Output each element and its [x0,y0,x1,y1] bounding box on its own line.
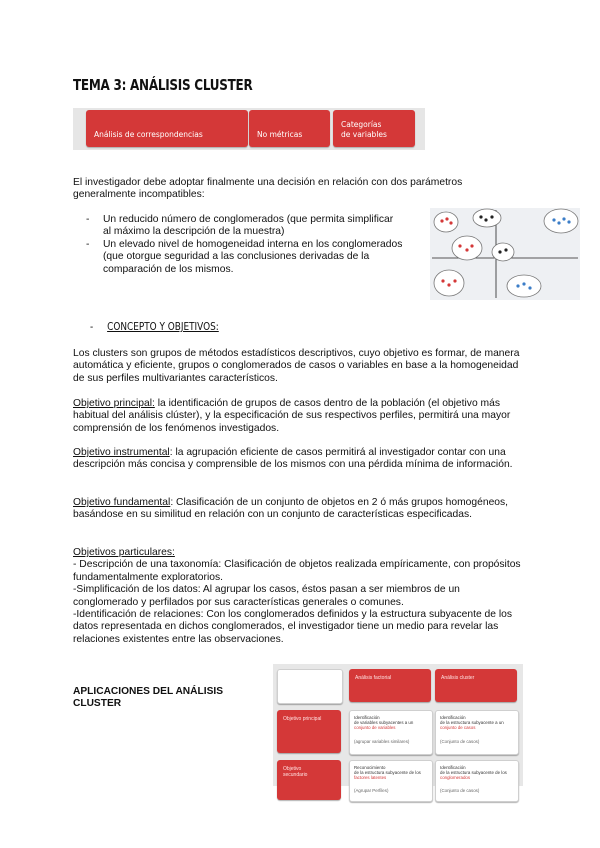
cluster-diagram [430,208,580,300]
menu-item-label: Análisis de correspondencias [94,130,203,139]
col-header-cluster [435,669,517,702]
cell-highlight: conjunto de casos [440,725,476,730]
row-header-label: Objetivo secundario [283,766,308,778]
cell-line: de la estructura subyacente de los [440,770,507,775]
objective-text: la identificación de grupos de casos dentro de la población (el objetivo más habitual del análisis clúster), y la especificación de sus respectivos perfiles, permitirá una mayor comprensión de los fenómenos investigados. [73,398,511,434]
applications-title: APLICACIONES DEL ANÁLISIS CLUSTER [73,686,223,709]
page-title: TEMA 3: ANÁLISIS CLUSTER [73,76,253,94]
menu-item-correspondencias[interactable] [86,110,248,147]
cell-example: (Conjunto de casos) [440,788,480,793]
cell-highlight: factores latentes [354,775,387,780]
table-cell [435,710,519,755]
col-header-factorial [349,669,431,702]
cell-example: (agrupar variables similares) [354,739,410,744]
cell-highlight: conglomerados [440,775,471,780]
applications-table [273,664,523,793]
list-item: -Simplificación de los datos: Al agrupar los casos, éstos pasan a ser miembros de un conglomerado y perfilados por sus características generales o comunes. [73,584,460,608]
cell-example: (Agrupar Perfiles) [354,788,389,793]
tradeoff-list [73,214,403,276]
list-item: - Un reducido número de conglomerados (que permita simplificar al máximo la descripción de la muestra) [73,214,403,239]
col-header-label: Análisis cluster [441,675,475,681]
cell-line: de variables subyacentes a un [354,720,414,725]
row-header-secundario [277,760,341,800]
menu-item-label: Categorías de variables [341,120,387,139]
list-item: - Un elevado nivel de homogeneidad interna en los conglomerados (que otorgue seguridad a las conclusiones derivadas de la comparación de los mismos. [73,239,403,276]
table-cell [349,760,433,802]
menu-item-no-metricas[interactable] [249,110,330,147]
objective-label: Objetivo fundamental [73,497,171,508]
particular-label: Objetivos particulares: [73,547,175,558]
cell-highlight: conjunto de variables [354,725,396,730]
concept-paragraph: Los clusters son grupos de métodos estadísticos descriptivos, cuyo objetivo es formar, de manera automática y eficiente, grupos o conglomerados de casos o variables en base a la homogeneidad de sus perfiles multivariantes característicos. [73,348,520,384]
objective-label: Objetivo principal: [73,398,155,409]
cluster-scatter-graphic [430,208,580,300]
cell-line: Identificación [440,765,466,770]
particular-objectives [73,547,523,646]
cell-line: de la estructura subyacente de los [354,770,421,775]
list-item: -Identificación de relaciones: Con los conglomerados definidos y la estructura subyacente de los datos representada en dichos conglomerados, el investigador tiene un medio para revelar las relaciones existentes entre las observaciones. [73,609,513,645]
menu-item-label: No métricas [257,130,303,139]
menu-item-categorias[interactable] [333,110,415,147]
objective-fundamental [73,497,523,522]
intro-paragraph: El investigador debe adoptar finalmente una decisión en relación con dos parámetros generalmente incompatibles: [73,177,463,201]
objective-principal [73,398,523,435]
empty-corner-cell [277,669,343,704]
table-cell [349,710,433,755]
objective-instrumental [73,447,523,472]
cell-line: Identificación [440,715,466,720]
objective-text: : la agrupación eficiente de casos permitirá al investigador contar con una descripción más concisa y comprensible de los mismos con una pérdida mínima de información. [73,447,513,471]
cell-line: de la estructura subyacente a un [440,720,504,725]
method-menu-strip [73,108,425,150]
table-cell [435,760,519,802]
cell-line: Identificación [354,715,380,720]
cell-example: (Conjunto de casos) [440,739,480,744]
objective-text: : Clasificación de un conjunto de objetos en 2 ó más grupos homogéneos, basándose en su similitud en relación con un conjunto de características especificadas. [73,497,509,521]
row-header-principal [277,710,341,753]
row-header-label: Objetivo principal [283,716,322,722]
section-heading-text: CONCEPTO Y OBJETIVOS: [107,320,219,333]
list-item: - Descripción de una taxonomía: Clasificación de objetos realizada empíricamente, con propósitos fundamentalmente exploratorios. [73,559,521,583]
col-header-label: Análisis factorial [355,675,392,681]
cell-line: Reconocimiento [354,765,386,770]
objective-label: Objetivo instrumental [73,447,170,458]
